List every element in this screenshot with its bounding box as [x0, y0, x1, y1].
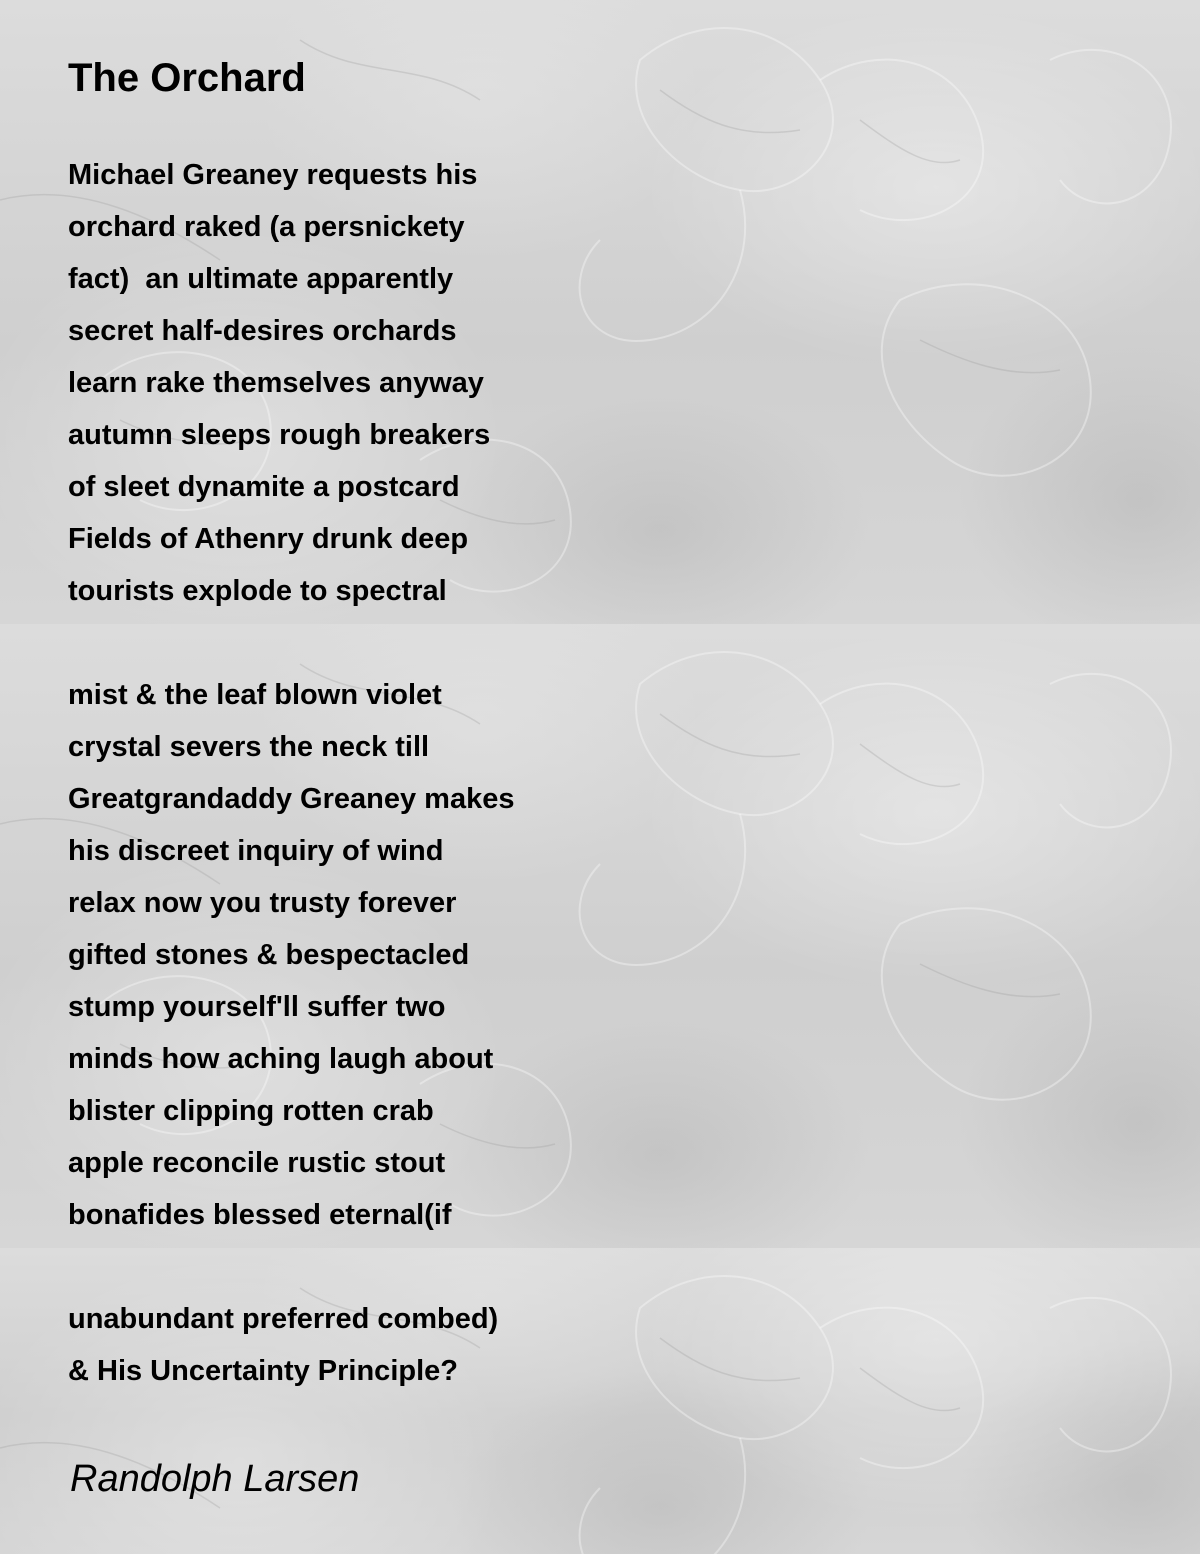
poem-line: orchard raked (a persnickety [68, 211, 465, 243]
poem-line: Fields of Athenry drunk deep [68, 523, 469, 555]
poem-line: mist & the leaf blown violet [68, 679, 442, 711]
poem-line: secret half-desires orchards [68, 315, 457, 347]
poem-line: learn rake themselves anyway [68, 367, 484, 399]
poem-line: apple reconcile rustic stout [68, 1147, 446, 1179]
poem-line: autumn sleeps rough breakers [68, 419, 491, 451]
poem-line: Greatgrandaddy Greaney makes [68, 783, 515, 815]
poem-line: & His Uncertainty Principle? [68, 1355, 458, 1387]
poem-author: Randolph Larsen [70, 1458, 360, 1500]
poem-line: bonafides blessed eternal(if [68, 1199, 452, 1231]
poem-line: blister clipping rotten crab [68, 1095, 434, 1127]
poem-title: The Orchard [68, 56, 306, 100]
poem-line: tourists explode to spectral [68, 575, 447, 607]
poem-line: stump yourself'll suffer two [68, 991, 446, 1023]
poem-line: fact) an ultimate apparently [68, 263, 454, 295]
poem-line: Michael Greaney requests his [68, 159, 478, 191]
poem-line: unabundant preferred combed) [68, 1303, 499, 1335]
poem-line: of sleet dynamite a postcard [68, 471, 460, 503]
poem-line: his discreet inquiry of wind [68, 835, 444, 867]
poem-line: crystal severs the neck till [68, 731, 430, 763]
poem-line: minds how aching laugh about [68, 1043, 494, 1075]
poem-line: gifted stones & bespectacled [68, 939, 470, 971]
poem-line: relax now you trusty forever [68, 887, 457, 919]
